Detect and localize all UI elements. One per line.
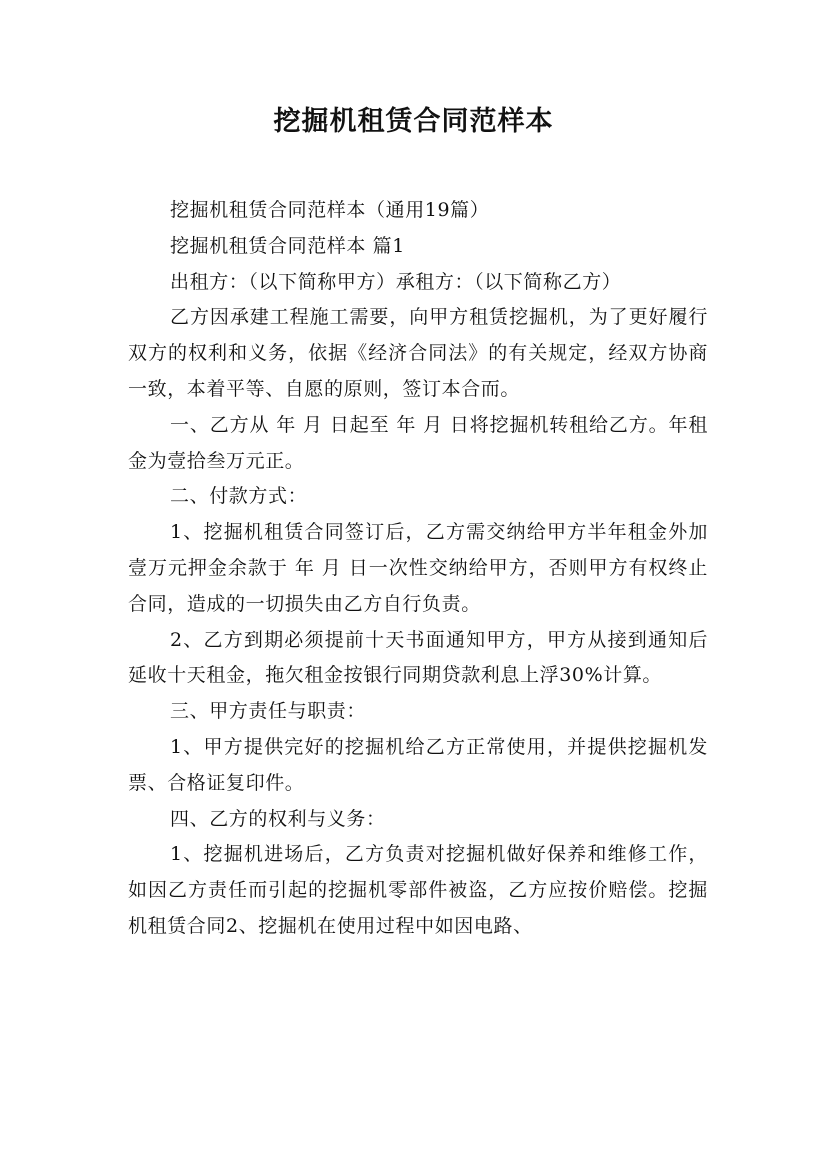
paragraph-clause-3-item-1: 1、甲方提供完好的挖掘机给乙方正常使用，并提供挖掘机发票、合格证复印件。	[128, 735, 708, 794]
document-title: 挖掘机租赁合同范样本	[273, 106, 554, 137]
document-body	[128, 193, 708, 945]
paragraph-section-heading: 挖掘机租赁合同范样本 篇1	[170, 234, 405, 257]
paragraph-clause-4-item-1: 1、挖掘机进场后，乙方负责对挖掘机做好保养和维修工作，如因乙方责任而引起的挖掘机零部件被盗，乙方应按价赔偿。挖掘机租赁合同2、挖掘机在使用过程中如因电路、	[128, 843, 708, 937]
paragraph-clause-3-heading: 三、甲方责任与职责：	[170, 700, 367, 723]
paragraph-clause-4-heading: 四、乙方的权利与义务：	[170, 807, 386, 830]
paragraph-clause-2-item-2: 2、乙方到期必须提前十天书面通知甲方，甲方从接到通知后延收十天租金，拖欠租金按银行同期贷款利息上浮30%计算。	[128, 628, 708, 687]
paragraph-clause-1: 一、乙方从 年 月 日起至 年 月 日将挖掘机转租给乙方。年租金为壹拾叁万元正。	[128, 413, 708, 472]
paragraph-parties: 出租方：（以下简称甲方）承租方：（以下简称乙方）	[170, 270, 622, 293]
paragraph-clause-2-heading: 二、付款方式：	[170, 485, 308, 508]
paragraph-preamble: 乙方因承建工程施工需要，向甲方租赁挖掘机，为了更好履行双方的权利和义务，依据《经济合同法》的有关规定，经双方协商一致，本着平等、自愿的原则，签订本合而。	[128, 306, 708, 400]
paragraph-clause-2-item-1: 1、挖掘机租赁合同签订后，乙方需交纳给甲方半年租金外加壹万元押金余款于 年 月 日一次性交纳给甲方，否则甲方有权终止合同，造成的一切损失由乙方自行负责。	[128, 521, 708, 615]
paragraph-subtitle: 挖掘机租赁合同范样本（通用19篇）	[170, 199, 490, 221]
